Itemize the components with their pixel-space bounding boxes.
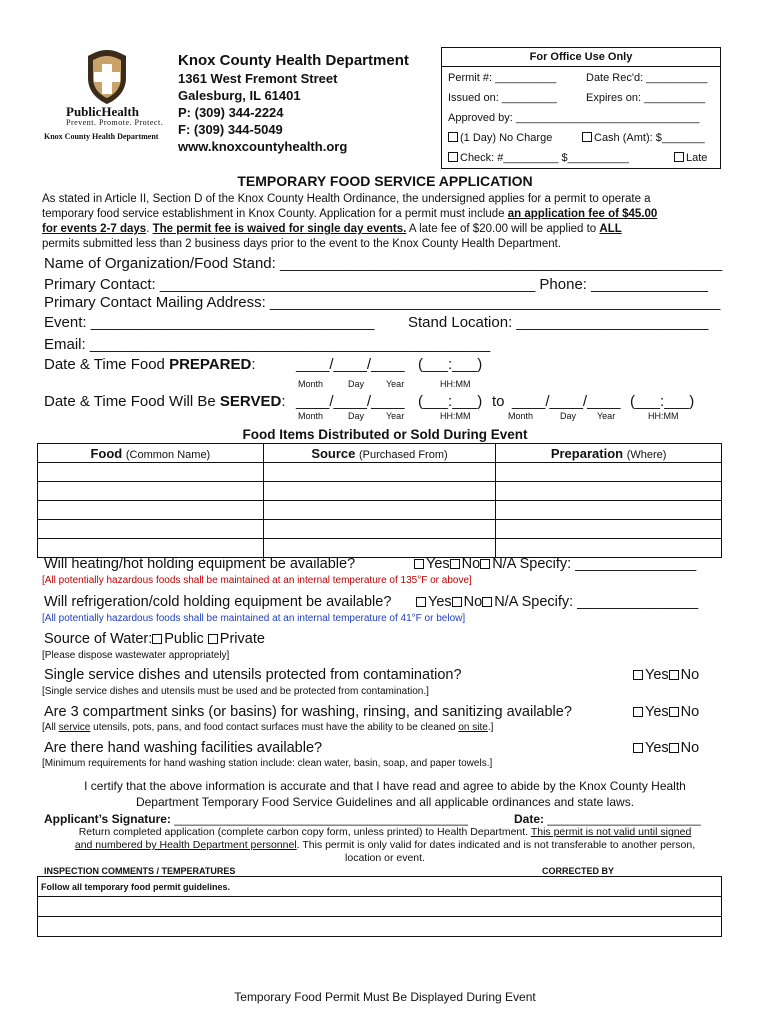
hot-holding-question: Will heating/hot holding equipment be available? bbox=[44, 556, 356, 572]
water-public-checkbox[interactable] bbox=[152, 634, 162, 644]
dept-address-2: Galesburg, IL 61401 bbox=[178, 88, 301, 103]
cash-option[interactable]: Cash (Amt): $_______ bbox=[582, 132, 705, 144]
single-yes-checkbox[interactable] bbox=[633, 670, 643, 680]
hot-no-checkbox[interactable] bbox=[450, 559, 460, 569]
hot-holding-note: [All potentially hazardous foods shall be maintained at an internal temperature of 135°F or above] bbox=[42, 575, 472, 586]
cold-holding-note: [All potentially hazardous foods shall be maintained at an internal temperature of 41°F or below] bbox=[42, 613, 466, 624]
single-service-note: [Single service dishes and utensils must be used and be protected from contamination.] bbox=[42, 686, 429, 697]
col-preparation-header: Preparation bbox=[550, 445, 624, 461]
sinks-options: Yes No bbox=[633, 704, 699, 720]
cold-holding-question: Will refrigeration/cold holding equipment be available? bbox=[44, 594, 392, 610]
hot-na-checkbox[interactable] bbox=[480, 559, 490, 569]
dept-name: Knox County Health Department bbox=[178, 52, 409, 69]
table-row[interactable] bbox=[38, 917, 722, 937]
hand-washing-note: [Minimum requirements for hand washing station include: clean water, basin, soap, and paper towels.] bbox=[42, 758, 493, 769]
table-row[interactable] bbox=[38, 463, 722, 482]
month-hint: Month bbox=[298, 411, 324, 421]
served-start-date-field[interactable]: ____/____/____ bbox=[296, 393, 405, 410]
date-received-field[interactable]: Date Rec'd: __________ bbox=[586, 72, 708, 84]
hands-yes-checkbox[interactable] bbox=[633, 743, 643, 753]
email-field[interactable]: Email: ________________________________________________ bbox=[44, 336, 491, 353]
intro-text: As stated in Article II, Section D of the Knox County Health Ordinance, the undersigned applies for a permit to operate a temporary food service establishment in Knox County. Application for a permit must include an application fee of $45.00 for events 2-7 days. The permit fee is waived for single day events. A late fee of $20.00 will be applied to ALL permits submitted less than 2 business days prior to the event to the Knox County Health Department. bbox=[42, 193, 658, 250]
dept-website: www.knoxcountyhealth.org bbox=[178, 139, 348, 154]
table-row[interactable] bbox=[38, 897, 722, 917]
year-hint: Year bbox=[597, 411, 616, 421]
office-use-box bbox=[441, 47, 721, 169]
certification-text: I certify that the above information is accurate and that I have read and agree to abide by the Knox County Health Department Temporary Food Service Guidelines and all applicable ordinances and state laws. bbox=[84, 779, 686, 809]
time-hint: HH:MM bbox=[648, 411, 679, 421]
day-hint: Day bbox=[560, 411, 577, 421]
sinks-question: Are 3 compartment sinks (or basins) for washing, rinsing, and sanitizing available? bbox=[44, 704, 572, 720]
cold-holding-options: Yes No N/A Specify: _______________ bbox=[416, 594, 698, 610]
dept-fax: F: (309) 344-5049 bbox=[178, 122, 283, 137]
logo-subtext: Knox County Health Department bbox=[44, 132, 159, 141]
day-hint: Day bbox=[348, 379, 365, 389]
dept-address-1: 1361 West Fremont Street bbox=[178, 71, 338, 86]
table-row[interactable] bbox=[38, 501, 722, 520]
mailing-address-field[interactable]: Primary Contact Mailing Address: ______________________________________________________ bbox=[44, 294, 721, 311]
one-day-option[interactable]: (1 Day) No Charge bbox=[448, 132, 552, 144]
footer-note: Temporary Food Permit Must Be Displayed During Event bbox=[234, 990, 536, 1004]
logo-tagline: Prevent. Promote. Protect. bbox=[66, 118, 164, 127]
table-row[interactable] bbox=[38, 539, 722, 558]
public-health-logo-icon bbox=[78, 48, 136, 106]
month-hint: Month bbox=[508, 411, 534, 421]
sinks-note: [All service utensils, pots, pans, and food contact surfaces must have the ability to be cleaned on site.] bbox=[42, 722, 494, 733]
inspection-first-row: Follow all temporary food permit guidelines. bbox=[38, 877, 722, 897]
year-hint: Year bbox=[386, 379, 405, 389]
water-private-checkbox[interactable] bbox=[208, 634, 218, 644]
to-label: to bbox=[492, 393, 505, 410]
table-row[interactable] bbox=[38, 482, 722, 501]
water-note: [Please dispose wastewater appropriately] bbox=[42, 650, 230, 661]
cold-yes-checkbox[interactable] bbox=[416, 597, 426, 607]
served-end-date-field[interactable]: ____/____/____ bbox=[512, 393, 621, 410]
hot-yes-checkbox[interactable] bbox=[414, 559, 424, 569]
food-items-table bbox=[37, 443, 722, 558]
check-option[interactable]: Check: #_________ $__________ bbox=[448, 152, 629, 164]
hand-washing-options: Yes No bbox=[633, 740, 699, 756]
signature-date-field[interactable]: Date: _______________________ bbox=[514, 812, 701, 826]
hot-holding-options: Yes No N/A Specify: _______________ bbox=[414, 556, 696, 572]
col-source-header: Source bbox=[311, 445, 356, 461]
col-food-header: Food bbox=[90, 445, 123, 461]
single-no-checkbox[interactable] bbox=[669, 670, 679, 680]
dept-contact bbox=[178, 70, 347, 155]
late-option[interactable]: Late bbox=[674, 152, 707, 164]
primary-contact-field[interactable]: Primary Contact: _____________________________________________ Phone: ______________ bbox=[44, 276, 708, 293]
corrected-by-header: CORRECTED BY bbox=[542, 866, 615, 876]
return-instructions: Return completed application (complete carbon copy form, unless printed) to Health Department. This permit is not valid until signed and numbered by Health Department personnel. This permit is only valid for dates indicated and is not transferable to another person, location or event. bbox=[74, 826, 696, 864]
stand-location-field[interactable]: Stand Location: _______________________ bbox=[408, 314, 709, 331]
table-row[interactable] bbox=[38, 520, 722, 539]
time-hint: HH:MM bbox=[440, 411, 471, 421]
checkbox-icon[interactable] bbox=[448, 152, 458, 162]
served-end-time-field[interactable]: (___:___) bbox=[630, 393, 695, 410]
sinks-yes-checkbox[interactable] bbox=[633, 707, 643, 717]
checkbox-icon[interactable] bbox=[448, 132, 458, 142]
single-service-options: Yes No bbox=[633, 667, 699, 683]
expires-on-field[interactable]: Expires on: __________ bbox=[586, 92, 706, 104]
approved-by-field[interactable]: Approved by: ______________________________ bbox=[448, 112, 700, 124]
inspection-table bbox=[37, 876, 722, 937]
checkbox-icon[interactable] bbox=[674, 152, 684, 162]
hands-no-checkbox[interactable] bbox=[669, 743, 679, 753]
cold-na-checkbox[interactable] bbox=[482, 597, 492, 607]
cold-no-checkbox[interactable] bbox=[452, 597, 462, 607]
month-hint: Month bbox=[298, 379, 324, 389]
prepared-date-field[interactable]: ____/____/____ bbox=[296, 356, 405, 373]
table-header-row: Food (Common Name) Source (Purchased From) Preparation (Where) bbox=[38, 444, 722, 463]
food-table-title: Food Items Distributed or Sold During Event bbox=[242, 427, 528, 442]
org-name-field[interactable]: Name of Organization/Food Stand: _____________________________________________________ bbox=[44, 255, 723, 272]
day-hint: Day bbox=[348, 411, 365, 421]
form-title: TEMPORARY FOOD SERVICE APPLICATION bbox=[237, 173, 533, 189]
water-source-question: Source of Water: Public Private bbox=[44, 631, 265, 647]
hand-washing-question: Are there hand washing facilities available? bbox=[44, 740, 323, 756]
prepared-label: Date & Time Food PREPARED: bbox=[44, 356, 256, 373]
permit-number-field[interactable]: Permit #: __________ bbox=[448, 72, 557, 84]
office-title: For Office Use Only bbox=[529, 51, 633, 63]
signature-field[interactable]: Applicant’s Signature: ____________________________________________ bbox=[44, 812, 468, 826]
year-hint: Year bbox=[386, 411, 405, 421]
prepared-time-field[interactable]: (___:___) bbox=[418, 356, 483, 373]
served-label: Date & Time Food Will Be SERVED: bbox=[44, 393, 286, 410]
table-row[interactable] bbox=[38, 877, 722, 897]
issued-on-field[interactable]: Issued on: _________ bbox=[448, 92, 557, 104]
served-start-time-field[interactable]: (___:___) bbox=[418, 393, 483, 410]
single-service-question: Single service dishes and utensils protected from contamination? bbox=[44, 667, 462, 683]
logo-main-text: PublicHealth bbox=[66, 104, 139, 119]
inspection-header: INSPECTION COMMENTS / TEMPERATURES bbox=[44, 866, 236, 876]
event-field[interactable]: Event: __________________________________ bbox=[44, 314, 375, 331]
checkbox-icon[interactable] bbox=[582, 132, 592, 142]
sinks-no-checkbox[interactable] bbox=[669, 707, 679, 717]
time-hint: HH:MM bbox=[440, 379, 471, 389]
dept-phone: P: (309) 344-2224 bbox=[178, 105, 284, 120]
